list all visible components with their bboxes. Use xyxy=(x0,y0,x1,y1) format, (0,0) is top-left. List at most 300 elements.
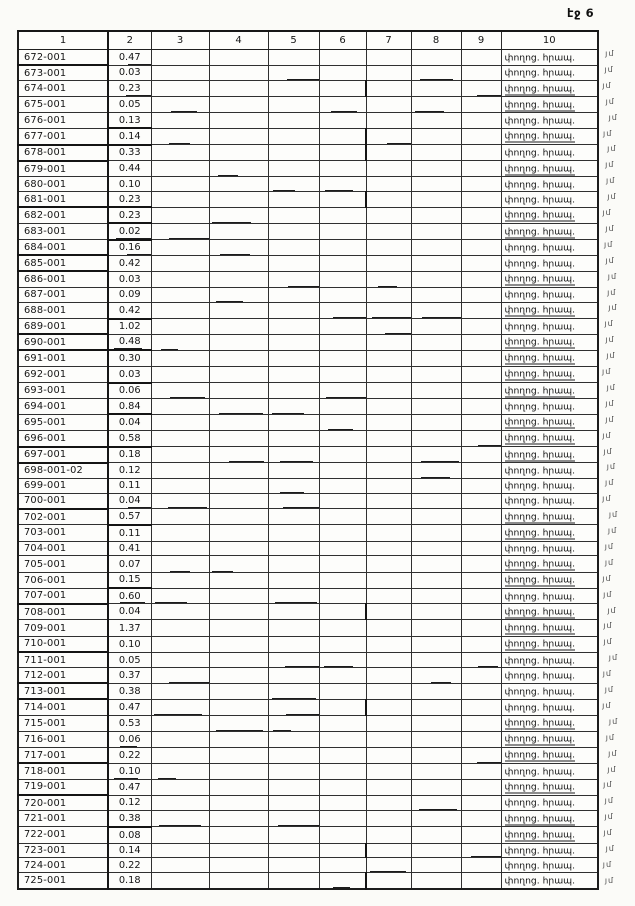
empty-cell xyxy=(411,319,461,335)
parcel-id-cell: 711-001 xyxy=(18,652,108,668)
edge-fragment-text: յմ xyxy=(604,64,614,74)
empty-cell xyxy=(151,287,209,302)
category-cell xyxy=(501,525,598,541)
empty-cell xyxy=(151,779,209,795)
empty-cell xyxy=(319,161,366,177)
parcel-id-cell: 725-001 xyxy=(18,873,108,889)
parcel-id-cell: 677-001 xyxy=(18,128,108,144)
empty-cell xyxy=(209,207,268,223)
empty-cell xyxy=(268,97,319,113)
empty-cell xyxy=(151,366,209,382)
empty-cell xyxy=(366,572,411,588)
empty-cell xyxy=(461,811,501,827)
parcel-id-cell: 672-001 xyxy=(18,50,108,66)
table-row xyxy=(18,604,598,620)
empty-cell xyxy=(461,414,501,430)
empty-cell xyxy=(319,366,366,382)
empty-cell xyxy=(366,161,411,177)
empty-cell xyxy=(366,414,411,430)
empty-cell xyxy=(151,858,209,873)
category-label: փողոց. հրապ. xyxy=(504,304,576,316)
empty-cell xyxy=(209,747,268,763)
empty-cell xyxy=(411,207,461,223)
empty-cell xyxy=(151,683,209,699)
table-row xyxy=(18,113,598,129)
empty-cell xyxy=(411,383,461,399)
empty-cell xyxy=(151,414,209,430)
edge-fragment-text: յմ xyxy=(605,398,615,408)
empty-cell xyxy=(411,366,461,382)
empty-cell xyxy=(268,731,319,747)
empty-cell xyxy=(268,873,319,889)
category-label: փողոց. հրապ. xyxy=(504,670,576,682)
empty-cell xyxy=(319,334,366,350)
empty-cell xyxy=(411,350,461,366)
empty-cell xyxy=(268,128,319,144)
empty-cell xyxy=(319,763,366,779)
empty-cell xyxy=(268,383,319,399)
table-row xyxy=(18,207,598,223)
empty-cell xyxy=(151,97,209,113)
table-row xyxy=(18,414,598,430)
edge-fragment-text: յմ xyxy=(605,335,615,345)
empty-cell xyxy=(319,319,366,335)
column-header-2: 2 xyxy=(108,31,151,50)
empty-cell xyxy=(411,334,461,350)
category-cell xyxy=(501,287,598,302)
empty-cell xyxy=(461,223,501,239)
edge-fragment-text: յմ xyxy=(604,557,615,567)
empty-cell xyxy=(319,843,366,858)
empty-cell xyxy=(461,795,501,811)
empty-cell xyxy=(366,668,411,684)
empty-cell xyxy=(461,350,501,366)
empty-cell xyxy=(319,588,366,604)
category-label: փողոց. հրապ. xyxy=(504,829,576,841)
empty-cell xyxy=(461,463,501,479)
area-value-cell: 0.53 xyxy=(108,715,151,731)
parcel-id-cell: 716-001 xyxy=(18,731,108,747)
empty-cell xyxy=(319,795,366,811)
empty-cell xyxy=(209,287,268,302)
category-cell xyxy=(501,779,598,795)
empty-cell xyxy=(209,604,268,620)
empty-cell xyxy=(411,81,461,97)
table-row xyxy=(18,652,598,668)
empty-cell xyxy=(366,302,411,318)
category-label: փողոց. հրապ. xyxy=(504,655,576,667)
parcel-id-cell: 703-001 xyxy=(18,525,108,541)
empty-cell xyxy=(319,572,366,588)
empty-cell xyxy=(268,113,319,129)
edge-fragment-text: յմ xyxy=(605,478,615,488)
category-label: փողոց. հրապ. xyxy=(504,321,576,333)
category-label: փողոց. հրապ. xyxy=(504,385,576,397)
category-cell xyxy=(501,747,598,763)
category-label: փողոց. հրապ. xyxy=(504,147,576,159)
edge-fragment-text: յմ xyxy=(605,255,615,265)
empty-cell xyxy=(268,414,319,430)
edge-fragment-text: յմ xyxy=(603,589,613,599)
empty-cell xyxy=(411,240,461,256)
empty-cell xyxy=(319,223,366,239)
empty-cell xyxy=(268,827,319,843)
empty-cell xyxy=(319,128,366,144)
category-cell xyxy=(501,668,598,684)
parcel-id-cell: 678-001 xyxy=(18,145,108,161)
column-header-8: 8 xyxy=(411,31,461,50)
column-header-5: 5 xyxy=(268,31,319,50)
empty-cell xyxy=(209,811,268,827)
empty-cell xyxy=(319,81,366,97)
category-cell xyxy=(501,652,598,668)
area-value-cell: 1.37 xyxy=(108,620,151,636)
area-value-cell: 0.12 xyxy=(108,463,151,479)
empty-cell xyxy=(319,779,366,795)
category-label: փողոց. հրապ. xyxy=(504,209,576,221)
category-cell xyxy=(501,366,598,382)
empty-cell xyxy=(319,399,366,415)
empty-cell xyxy=(366,715,411,731)
empty-cell xyxy=(319,50,366,66)
empty-cell xyxy=(319,192,366,208)
empty-cell xyxy=(366,192,411,208)
category-label: փողոց. հրապ. xyxy=(504,83,576,95)
area-value-cell: 0.11 xyxy=(108,478,151,493)
category-cell xyxy=(501,319,598,335)
area-value-cell: 0.03 xyxy=(108,65,151,81)
empty-cell xyxy=(366,207,411,223)
empty-cell xyxy=(461,763,501,779)
edge-fragment-text: յմ xyxy=(602,80,612,90)
category-cell xyxy=(501,113,598,129)
empty-cell xyxy=(461,636,501,652)
area-value-cell: 0.05 xyxy=(108,652,151,668)
empty-cell xyxy=(209,81,268,97)
category-label: փողոց. հրապ. xyxy=(504,273,576,285)
column-header-9: 9 xyxy=(461,31,501,50)
empty-cell xyxy=(209,240,268,256)
empty-cell xyxy=(151,668,209,684)
empty-cell xyxy=(209,223,268,239)
empty-cell xyxy=(366,334,411,350)
column-header-1: 1 xyxy=(18,31,108,50)
empty-cell xyxy=(461,572,501,588)
empty-cell xyxy=(366,177,411,192)
area-value-cell: 0.14 xyxy=(108,843,151,858)
empty-cell xyxy=(461,827,501,843)
area-value-cell: 0.38 xyxy=(108,811,151,827)
empty-cell xyxy=(268,145,319,161)
empty-cell xyxy=(268,447,319,463)
table-row xyxy=(18,271,598,287)
empty-cell xyxy=(366,399,411,415)
empty-cell xyxy=(411,827,461,843)
empty-cell xyxy=(151,827,209,843)
category-cell xyxy=(501,334,598,350)
edge-fragment-text: յմ xyxy=(602,367,612,376)
empty-cell xyxy=(366,699,411,715)
empty-cell xyxy=(411,447,461,463)
empty-cell xyxy=(319,873,366,889)
empty-cell xyxy=(366,795,411,811)
empty-cell xyxy=(268,192,319,208)
area-value-cell: 0.22 xyxy=(108,858,151,873)
table-row xyxy=(18,811,598,827)
empty-cell xyxy=(411,113,461,129)
category-label: փողոց. հրապ. xyxy=(504,543,576,555)
empty-cell xyxy=(366,478,411,493)
empty-cell xyxy=(319,731,366,747)
edge-fragment-text: յմ xyxy=(607,764,617,774)
area-value-cell: 0.18 xyxy=(108,447,151,463)
empty-cell xyxy=(268,715,319,731)
empty-cell xyxy=(319,463,366,479)
empty-cell xyxy=(319,509,366,525)
empty-cell xyxy=(151,843,209,858)
edge-fragment-text: յմ xyxy=(607,192,617,202)
area-value-cell: 0.09 xyxy=(108,287,151,302)
empty-cell xyxy=(268,843,319,858)
table-row xyxy=(18,383,598,399)
empty-cell xyxy=(209,620,268,636)
table-row xyxy=(18,873,598,889)
parcel-id-cell: 700-001 xyxy=(18,493,108,509)
empty-cell xyxy=(319,447,366,463)
category-cell xyxy=(501,399,598,415)
empty-cell xyxy=(411,779,461,795)
edge-fragment-text: յմ xyxy=(608,653,619,663)
empty-cell xyxy=(411,604,461,620)
table-row xyxy=(18,399,598,415)
parcel-id-cell: 686-001 xyxy=(18,271,108,287)
edge-fragment-text: յմ xyxy=(602,700,612,710)
empty-cell xyxy=(461,699,501,715)
category-cell xyxy=(501,81,598,97)
category-cell xyxy=(501,383,598,399)
area-value-cell: 0.16 xyxy=(108,240,151,256)
empty-cell xyxy=(366,319,411,335)
empty-cell xyxy=(366,747,411,763)
empty-cell xyxy=(151,223,209,239)
empty-cell xyxy=(319,430,366,446)
category-label: փողոց. հրապ. xyxy=(504,638,576,650)
empty-cell xyxy=(461,858,501,873)
empty-cell xyxy=(411,811,461,827)
edge-fragment-text: յմ xyxy=(603,446,613,456)
category-label: փողոց. հրապ. xyxy=(504,733,576,745)
empty-cell xyxy=(366,811,411,827)
empty-cell xyxy=(461,161,501,177)
table-row xyxy=(18,430,598,446)
empty-cell xyxy=(209,541,268,556)
empty-cell xyxy=(411,192,461,208)
empty-cell xyxy=(319,556,366,572)
table-row xyxy=(18,177,598,192)
area-value-cell: 0.04 xyxy=(108,414,151,430)
empty-cell xyxy=(151,271,209,287)
empty-cell xyxy=(461,255,501,271)
empty-cell xyxy=(319,604,366,620)
empty-cell xyxy=(209,715,268,731)
empty-cell xyxy=(366,827,411,843)
category-label: փողոց. հրապ. xyxy=(504,511,576,523)
category-label: փողոց. հրապ. xyxy=(504,115,576,127)
empty-cell xyxy=(268,779,319,795)
empty-cell xyxy=(411,572,461,588)
empty-cell xyxy=(411,747,461,763)
empty-cell xyxy=(209,827,268,843)
empty-cell xyxy=(268,525,319,541)
parcel-id-cell: 721-001 xyxy=(18,811,108,827)
empty-cell xyxy=(366,128,411,144)
edge-fragment-text: յմ xyxy=(603,637,613,647)
category-label: փողոց. հրապ. xyxy=(504,781,576,793)
empty-cell xyxy=(411,541,461,556)
edge-fragment-text: յմ xyxy=(604,541,614,551)
column-header-6: 6 xyxy=(319,31,366,50)
category-label: փողոց. հրապ. xyxy=(504,797,576,809)
empty-cell xyxy=(151,699,209,715)
area-value-cell: 0.06 xyxy=(108,383,151,399)
table-row xyxy=(18,747,598,763)
area-value-cell: 0.47 xyxy=(108,779,151,795)
empty-cell xyxy=(151,447,209,463)
empty-cell xyxy=(366,65,411,81)
category-cell xyxy=(501,588,598,604)
category-cell xyxy=(501,683,598,699)
category-label: փողոց. հրապ. xyxy=(504,527,576,539)
empty-cell xyxy=(319,811,366,827)
category-cell xyxy=(501,604,598,620)
empty-cell xyxy=(268,399,319,415)
empty-cell xyxy=(268,858,319,873)
empty-cell xyxy=(268,65,319,81)
table-row xyxy=(18,240,598,256)
area-value-cell: 0.15 xyxy=(108,572,151,588)
empty-cell xyxy=(209,50,268,66)
empty-cell xyxy=(411,652,461,668)
empty-cell xyxy=(151,145,209,161)
edge-fragment-text: յմ xyxy=(608,716,619,726)
table-row xyxy=(18,620,598,636)
category-cell xyxy=(501,223,598,239)
empty-cell xyxy=(268,463,319,479)
parcel-id-cell: 680-001 xyxy=(18,177,108,192)
empty-cell xyxy=(366,287,411,302)
empty-cell xyxy=(151,731,209,747)
empty-cell xyxy=(151,463,209,479)
edge-fragment-text: յմ xyxy=(602,494,612,504)
empty-cell xyxy=(461,604,501,620)
empty-cell xyxy=(319,620,366,636)
empty-cell xyxy=(461,177,501,192)
edge-fragment-text: յմ xyxy=(604,875,615,885)
empty-cell xyxy=(319,525,366,541)
category-cell xyxy=(501,509,598,525)
edge-fragment-text: յմ xyxy=(608,748,618,758)
area-value-cell: 0.38 xyxy=(108,683,151,699)
area-value-cell: 0.30 xyxy=(108,350,151,366)
category-cell xyxy=(501,192,598,208)
empty-cell xyxy=(319,683,366,699)
empty-cell xyxy=(461,334,501,350)
empty-cell xyxy=(151,128,209,144)
empty-cell xyxy=(411,588,461,604)
parcel-id-cell: 691-001 xyxy=(18,350,108,366)
empty-cell xyxy=(268,811,319,827)
edge-fragment-text: յմ xyxy=(607,526,618,535)
empty-cell xyxy=(461,271,501,287)
empty-cell xyxy=(209,383,268,399)
empty-cell xyxy=(268,223,319,239)
empty-cell xyxy=(411,399,461,415)
empty-cell xyxy=(411,683,461,699)
empty-cell xyxy=(268,795,319,811)
empty-cell xyxy=(461,652,501,668)
table-row xyxy=(18,541,598,556)
table-row xyxy=(18,795,598,811)
empty-cell xyxy=(151,747,209,763)
empty-cell xyxy=(319,240,366,256)
empty-cell xyxy=(268,255,319,271)
table-row xyxy=(18,128,598,144)
empty-cell xyxy=(411,763,461,779)
category-label: փողոց. հրապ. xyxy=(504,258,576,270)
empty-cell xyxy=(151,319,209,335)
empty-cell xyxy=(151,493,209,509)
empty-cell xyxy=(268,604,319,620)
category-label: փողոց. հրապ. xyxy=(504,813,576,825)
parcel-id-cell: 709-001 xyxy=(18,620,108,636)
area-value-cell: 0.58 xyxy=(108,430,151,446)
empty-cell xyxy=(411,145,461,161)
table-row xyxy=(18,779,598,795)
parcel-id-cell: 694-001 xyxy=(18,399,108,415)
empty-cell xyxy=(366,366,411,382)
category-cell xyxy=(501,271,598,287)
edge-fragment-text: յմ xyxy=(608,510,619,520)
table-row xyxy=(18,525,598,541)
empty-cell xyxy=(151,604,209,620)
empty-cell xyxy=(366,509,411,525)
area-value-cell: 0.57 xyxy=(108,509,151,525)
edge-fragment-text: յմ xyxy=(606,351,616,361)
empty-cell xyxy=(319,414,366,430)
empty-cell xyxy=(268,541,319,556)
empty-cell xyxy=(366,873,411,889)
empty-cell xyxy=(209,556,268,572)
category-cell xyxy=(501,145,598,161)
empty-cell xyxy=(151,81,209,97)
edge-fragment-text: յմ xyxy=(602,573,612,583)
area-value-cell: 0.37 xyxy=(108,668,151,684)
empty-cell xyxy=(209,128,268,144)
empty-cell xyxy=(209,779,268,795)
category-label: փողոց. հրապ. xyxy=(504,67,576,79)
empty-cell xyxy=(151,572,209,588)
category-label: փողոց. հրապ. xyxy=(504,686,576,698)
parcel-id-cell: 695-001 xyxy=(18,414,108,430)
empty-cell xyxy=(268,478,319,493)
page-number-label: էջ 6 xyxy=(567,6,595,20)
parcel-id-cell: 710-001 xyxy=(18,636,108,652)
empty-cell xyxy=(209,572,268,588)
empty-cell xyxy=(209,763,268,779)
empty-cell xyxy=(461,97,501,113)
empty-cell xyxy=(366,779,411,795)
category-label: փողոց. հրապ. xyxy=(504,163,576,175)
